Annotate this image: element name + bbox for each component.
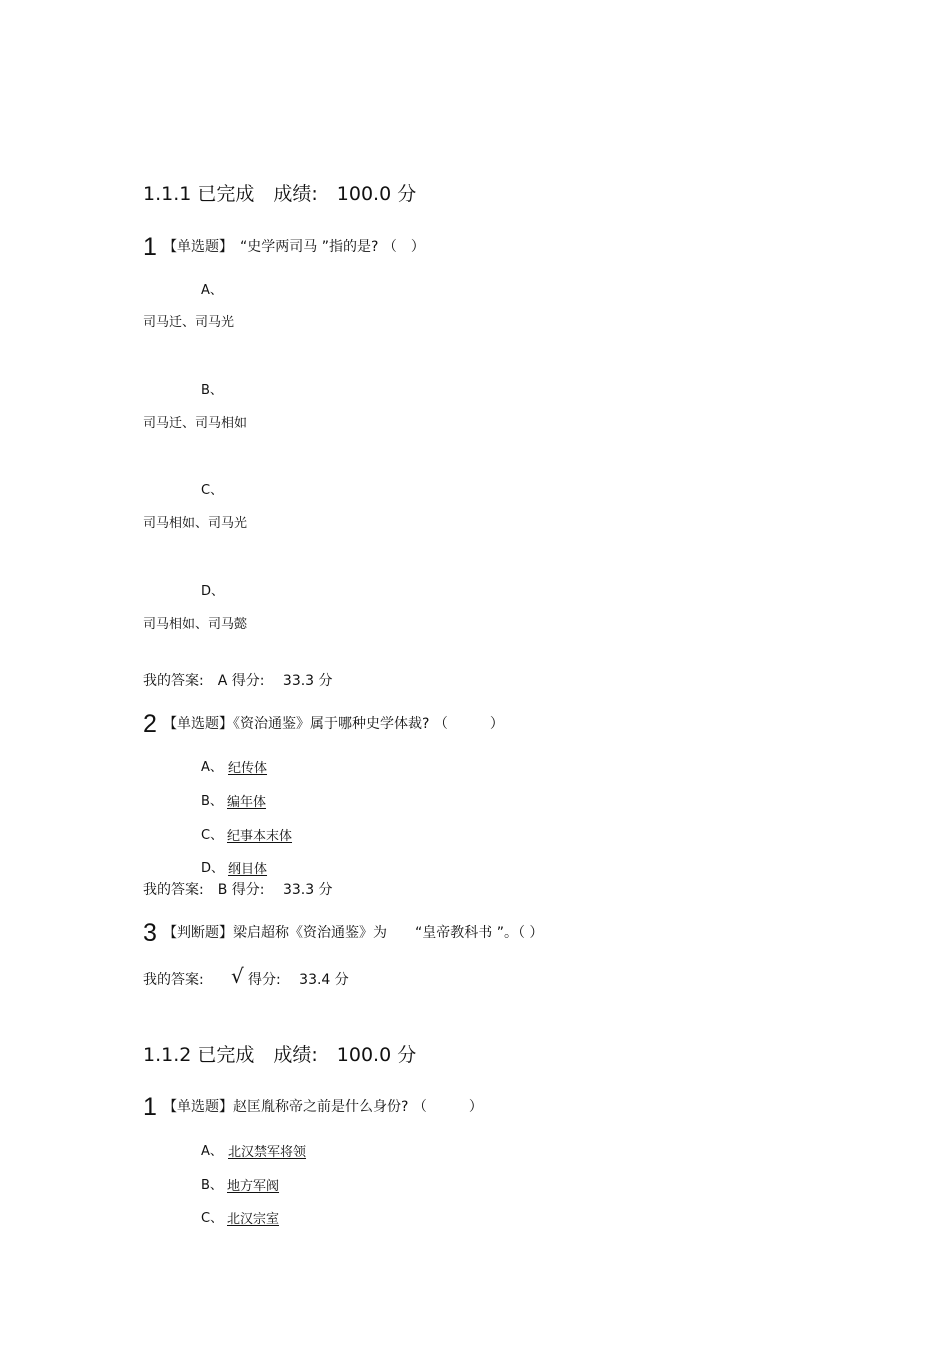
question-number: 3 xyxy=(143,919,157,947)
option-text: 纲目体 xyxy=(228,862,268,877)
question-text: 【单选题】 “史学两司马 ”指的是? （ ） xyxy=(163,239,425,255)
option-text: 司马迁、司马光 xyxy=(143,315,235,330)
option-text: 北汉禁军将领 xyxy=(228,1145,307,1160)
my-answer: 我的答案: B 得分: 33.3 分 xyxy=(143,882,333,898)
question-text: 【单选题】赵匡胤称帝之前是什么身份? （ ） xyxy=(163,1099,483,1115)
option-letter: C、 xyxy=(201,828,224,843)
option-letter: C、 xyxy=(201,483,224,498)
option-text: 地方军阀 xyxy=(227,1179,280,1194)
option-text: 司马迁、司马相如 xyxy=(143,416,248,431)
option-text: 北汉宗室 xyxy=(227,1212,280,1227)
option-letter: A、 xyxy=(201,760,223,775)
section-heading-1: 1.1.1 已完成 成绩: 100.0 分 xyxy=(143,183,417,205)
option-letter: B、 xyxy=(201,383,223,398)
option-letter: B、 xyxy=(201,1178,223,1193)
my-answer-label: 我的答案: xyxy=(143,972,204,988)
option-text: 纪事本末体 xyxy=(227,829,293,844)
option-text: 纪传体 xyxy=(228,761,268,776)
option-letter: B、 xyxy=(201,794,223,809)
option-letter: D、 xyxy=(201,584,225,599)
option-text: 司马相如、司马懿 xyxy=(143,617,248,632)
option-letter: D、 xyxy=(201,861,225,876)
option-letter: A、 xyxy=(201,1144,223,1159)
question-text: 【单选题】《资治通鉴》属于哪种史学体裁? （ ） xyxy=(163,716,504,732)
my-answer-score: 得分: 33.4 分 xyxy=(248,972,349,988)
option-text: 编年体 xyxy=(227,795,267,810)
option-text: 司马相如、司马光 xyxy=(143,516,248,531)
section-heading-2: 1.1.2 已完成 成绩: 100.0 分 xyxy=(143,1044,417,1066)
check-mark-icon: √ xyxy=(231,964,244,988)
question-number: 1 xyxy=(143,233,157,261)
question-text: 【判断题】梁启超称《资治通鉴》为 “皇帝教科书 ”。（ ） xyxy=(163,925,544,941)
option-letter: C、 xyxy=(201,1211,224,1226)
question-number: 2 xyxy=(143,710,157,738)
my-answer: 我的答案: A 得分: 33.3 分 xyxy=(143,673,333,689)
option-letter: A、 xyxy=(201,283,223,298)
question-number: 1 xyxy=(143,1093,157,1121)
